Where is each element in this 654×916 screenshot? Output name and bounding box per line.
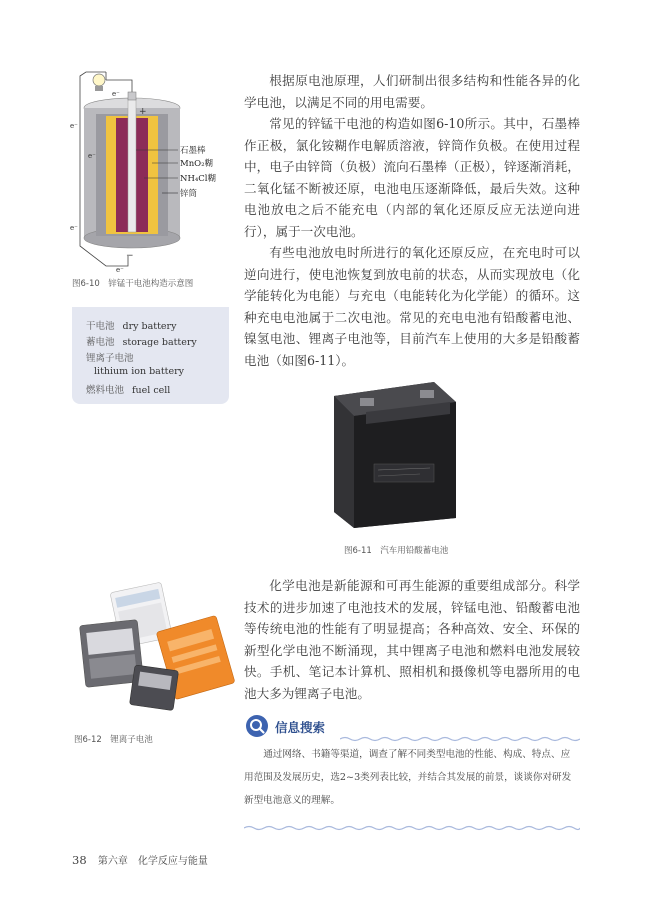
figure-6-12 (76, 578, 236, 713)
plus-sign: + (139, 107, 147, 117)
figure-6-11-caption: 图6-11 汽车用铅酸蓄电池 (344, 546, 449, 556)
info-divider-bottom (244, 816, 580, 822)
lead-acid-battery-photo (330, 372, 460, 528)
page-footer (72, 852, 208, 867)
glossary-row: 燃料电池 fuel cell (86, 385, 171, 396)
bulb-icon (93, 74, 105, 86)
magnifier-icon (244, 713, 270, 739)
electron-label: e⁻ (70, 224, 78, 232)
figure-6-11 (330, 372, 460, 528)
chapter-title: 第六章 化学反应与能量 (97, 856, 208, 867)
info-search-text: 通过网络、书籍等渠道，调查了解不同类型电池的性能、构成、特点、应用范围及发展历史，选2~3类列表比较，并结合其发展的前景，谈谈你对研发新型电池意义的理解。 (244, 749, 572, 806)
minus-sign: − (126, 251, 134, 261)
glossary-row: 锂离子电池 (86, 353, 134, 364)
electron-label: e⁻ (88, 152, 96, 160)
paragraph: 常见的锌锰干电池的构造如图6-10所示。其中，石墨棒作正极，氯化铵糊作电解质溶液，锌筒作负极。在使用过程中，电子由锌筒（负极）流向石墨棒（正极），锌逐渐消耗，二氧化锰不断被还原，电池电压逐渐降低，最后失效。这种电池放电之后不能充电（内部的氧化还原反应无法逆向进行），属于一次电池。 (244, 116, 580, 239)
glossary-row: lithium ion battery (94, 366, 185, 377)
dry-cell-diagram (66, 68, 241, 273)
paragraph: 化学电池是新能源和可再生能源的重要组成部分。科学技术的进步加速了电池技术的发展，锌锰电池、铅酸蓄电池等传统电池的性能有了明显提高；各种高效、安全、环保的新型化学电池不断涌现，其中锂离子电池和燃料电池发展较快。手机、笔记本计算机、照相机和摄像机等电器所用的电池大多为锂离子电池。 (244, 578, 580, 701)
electron-label: e⁻ (70, 122, 78, 130)
main-text-lower (244, 575, 580, 704)
page-number: 38 (72, 853, 87, 867)
electron-label: e⁻ (112, 90, 120, 98)
graphite-rod (128, 98, 136, 232)
glossary-box (72, 307, 229, 404)
label-graphite-rod: 石墨棒 (180, 146, 206, 156)
label-nh4cl: NH₄Cl糊 (180, 174, 216, 184)
info-search-title: 信息搜索 (275, 720, 326, 735)
paragraph: 根据原电池原理，人们研制出很多结构和性能各异的化学电池，以满足不同的用电需要。 (244, 73, 580, 110)
figure-6-12-caption: 图6-12 锂离子电池 (74, 735, 153, 745)
glossary-row: 干电池 dry battery (86, 321, 177, 332)
paragraph: 有些电池放电时所进行的氧化还原反应，在充电时可以逆向进行，使电池恢复到放电前的状态，从而实现放电（化学能转化为电能）与充电（电能转化为化学能）的循环。这种充电电池属于二次电池。常见的充电电池有铅酸蓄电池、镍氢电池、锂离子电池等，目前汽车上使用的大多是铅酸蓄电池（如图6-11）。 (244, 245, 580, 368)
figure-6-10-caption: 图6-10 锌锰干电池构造示意图 (72, 279, 194, 289)
info-divider-top (340, 727, 580, 731)
figure-6-10 (66, 68, 241, 273)
label-mno2: MnO₂糊 (180, 159, 214, 169)
lithium-batteries-photo (76, 578, 236, 713)
main-text-upper (244, 70, 580, 371)
electron-label: e⁻ (116, 266, 124, 273)
label-zinc-can: 锌筒 (180, 189, 198, 199)
glossary-row: 蓄电池 storage battery (86, 337, 197, 348)
